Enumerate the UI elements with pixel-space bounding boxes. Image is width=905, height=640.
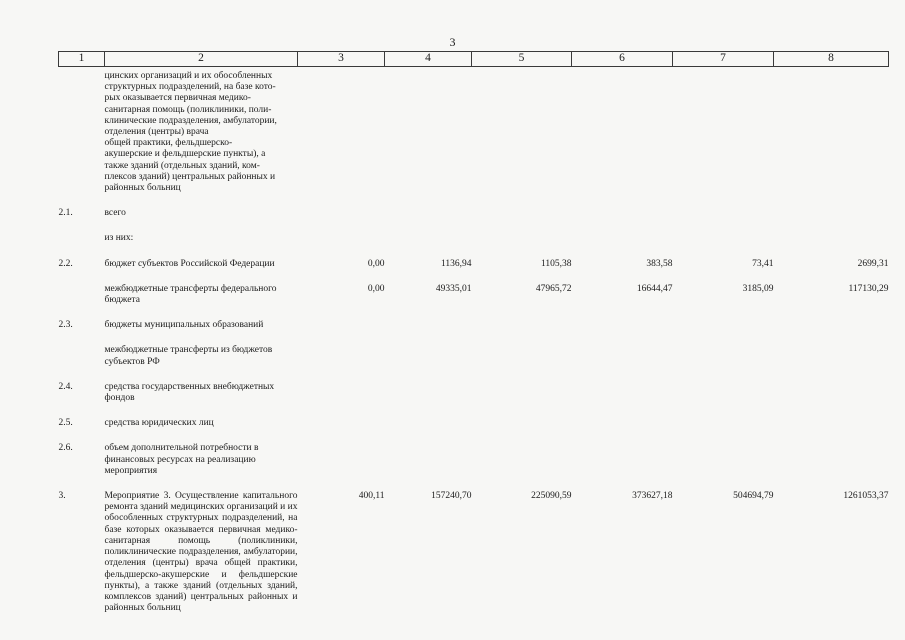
cell-value	[774, 418, 889, 429]
table-row	[59, 233, 889, 244]
cell-value	[472, 443, 572, 477]
text-line: отделения (центры) врача	[104, 127, 209, 138]
cell-value	[298, 345, 385, 367]
cell-value: 117130,29	[848, 283, 889, 294]
cell-value	[385, 382, 472, 404]
row-number: 2.5.	[58, 418, 73, 429]
row-label: межбюджетные трансферты из бюджетов субъектов РФ	[104, 345, 273, 367]
text-line: также зданий (отдельных зданий, ком-	[104, 160, 260, 171]
cell-value: 0,00	[367, 283, 385, 294]
budget-table	[58, 51, 889, 614]
cell-value: 16644,47	[636, 283, 673, 294]
cell-value	[298, 233, 385, 244]
table-row	[59, 382, 889, 404]
table-row	[59, 208, 889, 219]
row-label: всего	[104, 208, 126, 219]
cell-value	[472, 345, 572, 367]
cell-value	[298, 208, 385, 219]
row-number: 2.3.	[58, 320, 73, 331]
cell-value	[774, 345, 889, 367]
cell-value	[572, 208, 673, 219]
cell-value	[673, 443, 774, 477]
cell-value	[572, 320, 673, 331]
column-header: 7	[673, 52, 774, 67]
cell-value	[774, 443, 889, 477]
cell-value	[774, 320, 889, 331]
cell-value: 1136,94	[440, 258, 472, 269]
cell-value	[774, 233, 889, 244]
cell-value	[472, 418, 572, 429]
cell-value: 1261053,37	[843, 491, 889, 502]
cell-value	[298, 418, 385, 429]
cell-value	[572, 382, 673, 404]
text-line: общей практики, фельдшерско-	[104, 138, 233, 149]
cell-value	[673, 208, 774, 219]
cell-value: 2699,31	[857, 258, 889, 269]
cell-value	[673, 233, 774, 244]
cell-value	[572, 443, 673, 477]
row-number	[59, 284, 105, 306]
cell-value: 73,41	[752, 258, 774, 269]
cell-value	[385, 443, 472, 477]
cell-value	[673, 320, 774, 331]
column-header: 4	[385, 52, 472, 67]
row-label: бюджеты муниципальных образований	[104, 320, 264, 331]
cell-value	[774, 208, 889, 219]
cell-value	[472, 233, 572, 244]
cell-value	[673, 382, 774, 404]
text-line: структурных подразделений, на базе кото-	[104, 82, 276, 93]
table-row	[59, 418, 889, 429]
cell-value: 504694,79	[733, 491, 774, 502]
row-label: средства юридических лиц	[104, 418, 214, 429]
table-header-row	[59, 52, 889, 67]
row-number: 2.2.	[58, 258, 73, 269]
column-header: 1	[59, 52, 105, 67]
cell-value	[385, 233, 472, 244]
cell-value	[385, 208, 472, 219]
text-line: плексов зданий) центральных районных и	[104, 171, 276, 182]
cell-value: 1105,38	[540, 258, 572, 269]
column-header: 2	[105, 52, 298, 67]
continuation-text	[105, 67, 298, 195]
cell-value	[298, 443, 385, 477]
cell-value: 49335,01	[435, 283, 472, 294]
row-label: из них:	[104, 233, 134, 244]
text-line: санитарная помощь (поликлиники, поли-	[104, 104, 272, 115]
cell-value	[298, 382, 385, 404]
row-number: 3.	[58, 491, 66, 502]
cell-value: 225090,59	[531, 491, 572, 502]
row-number	[59, 345, 105, 367]
row-label	[105, 491, 298, 614]
cell-value	[472, 382, 572, 404]
cell-value	[472, 208, 572, 219]
page-number: 3	[449, 35, 456, 49]
row-number: 2.1.	[58, 208, 73, 219]
cell-value: 157240,70	[431, 491, 472, 502]
cell-value	[572, 233, 673, 244]
column-header: 3	[298, 52, 385, 67]
row-label: межбюджетные трансферты федерального бюджета	[104, 283, 277, 306]
text-line: акушерские и фельдшерские пункты), а	[104, 149, 266, 160]
table-row	[59, 259, 889, 270]
cell-value	[385, 418, 472, 429]
text-line: цинских организаций и их обособленных	[104, 71, 273, 81]
row-label: средства государственных внебюджетных фондов	[104, 381, 275, 404]
cell-value	[385, 320, 472, 331]
text-line: районных больниц	[104, 183, 181, 194]
cell-value	[572, 418, 673, 429]
row-number: 2.6.	[58, 443, 73, 454]
table-row	[59, 284, 889, 306]
row-label-text: Мероприятие 3. Осуществление капитального ремонта зданий медицинских организаций и их обособленных структурных подразделений, на базе которых оказывается первичная медико-санитарная помощь (поликлиники, поликлинические подразделения, амбулатории, отделения (центры) врача общей практики, фельдшерско-акушерские и фельдшерские пункты), а также зданий (отдельных зданий, комплексов зданий) центральных районных и районных больниц	[104, 491, 298, 614]
cell-value: 3185,09	[742, 283, 774, 294]
continuation-row	[59, 67, 889, 195]
table-row	[59, 345, 889, 367]
cell-value: 0,00	[367, 258, 385, 269]
text-line: рых оказывается первичная медико-	[104, 93, 251, 104]
cell-value: 383,58	[646, 258, 673, 269]
column-header: 5	[472, 52, 572, 67]
row-label: объем дополнительной потребности в финансовых ресурсах на реализацию мероприятия	[104, 443, 259, 476]
cell-value: 373627,18	[632, 491, 673, 502]
cell-value	[673, 418, 774, 429]
cell-value	[572, 345, 673, 367]
cell-value	[472, 320, 572, 331]
row-label: бюджет субъектов Российской Федерации	[104, 258, 275, 269]
cell-value	[673, 345, 774, 367]
table-row	[59, 491, 889, 614]
cell-value	[385, 345, 472, 367]
row-number: 2.4.	[58, 381, 73, 392]
column-header: 8	[774, 52, 889, 67]
table-row	[59, 443, 889, 477]
row-number	[59, 233, 105, 244]
column-header: 6	[572, 52, 673, 67]
cell-value	[774, 382, 889, 404]
cell-value: 47965,72	[535, 283, 572, 294]
text-line: клинические подразделения, амбулатории,	[104, 115, 277, 126]
cell-value: 400,11	[358, 491, 385, 502]
table-row	[59, 320, 889, 331]
cell-value	[298, 320, 385, 331]
